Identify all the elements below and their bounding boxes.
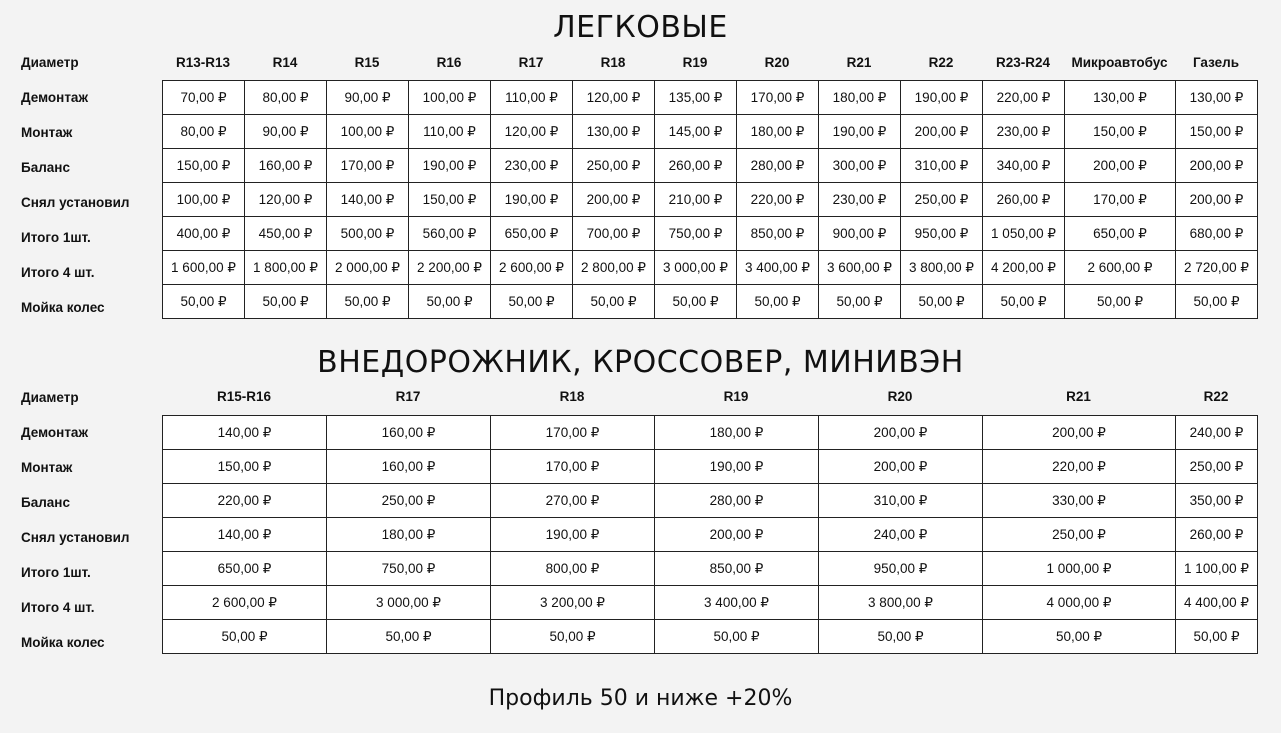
- price-cell: 3 000,00 ₽: [327, 586, 491, 620]
- row-label: Баланс: [21, 160, 70, 175]
- price-cell: 260,00 ₽: [655, 149, 737, 183]
- price-cell: 160,00 ₽: [245, 149, 327, 183]
- price-cell: 3 400,00 ₽: [655, 586, 819, 620]
- column-header: R21: [846, 55, 872, 70]
- price-cell: 200,00 ₽: [819, 450, 983, 484]
- price-cell: 450,00 ₽: [245, 217, 327, 251]
- price-cell: 560,00 ₽: [409, 217, 491, 251]
- price-cell: 250,00 ₽: [901, 183, 983, 217]
- price-cell: 240,00 ₽: [1176, 416, 1258, 450]
- price-cell: 650,00 ₽: [1065, 217, 1176, 251]
- row-label: Итого 4 шт.: [21, 600, 95, 615]
- price-cell: 120,00 ₽: [491, 115, 573, 149]
- row-label: Баланс: [21, 495, 70, 510]
- price-cell: 50,00 ₽: [327, 620, 491, 654]
- price-cell: 150,00 ₽: [1176, 115, 1258, 149]
- price-cell: 50,00 ₽: [163, 285, 245, 319]
- row-label: Демонтаж: [21, 425, 89, 440]
- section1-price-table: [162, 80, 1258, 319]
- price-cell: 100,00 ₽: [409, 81, 491, 115]
- table-row: [163, 416, 1258, 450]
- price-cell: 130,00 ₽: [1176, 81, 1258, 115]
- price-cell: 200,00 ₽: [1176, 149, 1258, 183]
- price-cell: 170,00 ₽: [491, 450, 655, 484]
- section2-diameter-label: Диаметр: [21, 390, 79, 405]
- price-cell: 3 800,00 ₽: [901, 251, 983, 285]
- table-row: [163, 251, 1258, 285]
- price-cell: 80,00 ₽: [245, 81, 327, 115]
- price-cell: 350,00 ₽: [1176, 484, 1258, 518]
- price-cell: 1 050,00 ₽: [983, 217, 1065, 251]
- price-cell: 500,00 ₽: [327, 217, 409, 251]
- table-row: [163, 183, 1258, 217]
- section1-diameter-label: Диаметр: [21, 55, 79, 70]
- row-label: Мойка колес: [21, 635, 105, 650]
- price-cell: 50,00 ₽: [1065, 285, 1176, 319]
- price-cell: 220,00 ₽: [983, 81, 1065, 115]
- price-cell: 180,00 ₽: [655, 416, 819, 450]
- price-cell: 140,00 ₽: [327, 183, 409, 217]
- price-cell: 160,00 ₽: [327, 450, 491, 484]
- price-cell: 50,00 ₽: [737, 285, 819, 319]
- price-cell: 120,00 ₽: [573, 81, 655, 115]
- price-cell: 340,00 ₽: [983, 149, 1065, 183]
- price-cell: 50,00 ₽: [983, 620, 1176, 654]
- column-header: R18: [600, 55, 626, 70]
- column-header: R19: [723, 389, 749, 404]
- price-cell: 650,00 ₽: [491, 217, 573, 251]
- price-cell: 220,00 ₽: [983, 450, 1176, 484]
- price-cell: 3 000,00 ₽: [655, 251, 737, 285]
- price-cell: 900,00 ₽: [819, 217, 901, 251]
- price-cell: 950,00 ₽: [901, 217, 983, 251]
- price-cell: 240,00 ₽: [819, 518, 983, 552]
- table-row: [163, 620, 1258, 654]
- price-cell: 850,00 ₽: [655, 552, 819, 586]
- price-cell: 230,00 ₽: [819, 183, 901, 217]
- column-header: R13-R13: [175, 55, 231, 70]
- price-cell: 50,00 ₽: [245, 285, 327, 319]
- price-cell: 4 000,00 ₽: [983, 586, 1176, 620]
- price-cell: 2 200,00 ₽: [409, 251, 491, 285]
- price-cell: 200,00 ₽: [1176, 183, 1258, 217]
- price-cell: 50,00 ₽: [901, 285, 983, 319]
- price-cell: 50,00 ₽: [1176, 620, 1258, 654]
- column-header: R14: [272, 55, 298, 70]
- price-cell: 2 600,00 ₽: [1065, 251, 1176, 285]
- price-cell: 135,00 ₽: [655, 81, 737, 115]
- price-cell: 200,00 ₽: [819, 416, 983, 450]
- price-cell: 100,00 ₽: [163, 183, 245, 217]
- column-header: Газель: [1192, 55, 1240, 70]
- table-row: [163, 81, 1258, 115]
- price-cell: 220,00 ₽: [737, 183, 819, 217]
- price-cell: 280,00 ₽: [655, 484, 819, 518]
- price-cell: 2 600,00 ₽: [163, 586, 327, 620]
- price-cell: 50,00 ₽: [491, 285, 573, 319]
- price-cell: 140,00 ₽: [163, 518, 327, 552]
- price-cell: 180,00 ₽: [737, 115, 819, 149]
- price-cell: 80,00 ₽: [163, 115, 245, 149]
- price-cell: 50,00 ₽: [327, 285, 409, 319]
- row-label: Снял установил: [21, 195, 130, 210]
- price-cell: 50,00 ₽: [163, 620, 327, 654]
- price-cell: 310,00 ₽: [819, 484, 983, 518]
- price-cell: 200,00 ₽: [655, 518, 819, 552]
- column-header: R19: [682, 55, 708, 70]
- price-cell: 750,00 ₽: [655, 217, 737, 251]
- price-cell: 120,00 ₽: [245, 183, 327, 217]
- price-cell: 680,00 ₽: [1176, 217, 1258, 251]
- price-cell: 220,00 ₽: [163, 484, 327, 518]
- price-cell: 200,00 ₽: [983, 416, 1176, 450]
- table-row: [163, 115, 1258, 149]
- row-label: Монтаж: [21, 460, 73, 475]
- price-cell: 3 800,00 ₽: [819, 586, 983, 620]
- price-cell: 145,00 ₽: [655, 115, 737, 149]
- price-cell: 50,00 ₽: [819, 285, 901, 319]
- price-cell: 130,00 ₽: [573, 115, 655, 149]
- price-cell: 3 200,00 ₽: [491, 586, 655, 620]
- column-header: R22: [1203, 389, 1229, 404]
- table-row: [163, 552, 1258, 586]
- price-cell: 90,00 ₽: [245, 115, 327, 149]
- price-cell: 150,00 ₽: [163, 450, 327, 484]
- price-cell: 130,00 ₽: [1065, 81, 1176, 115]
- price-cell: 250,00 ₽: [327, 484, 491, 518]
- price-cell: 230,00 ₽: [491, 149, 573, 183]
- price-cell: 1 000,00 ₽: [983, 552, 1176, 586]
- price-cell: 190,00 ₽: [491, 518, 655, 552]
- price-cell: 200,00 ₽: [573, 183, 655, 217]
- price-cell: 70,00 ₽: [163, 81, 245, 115]
- column-header: R21: [1066, 389, 1091, 404]
- price-cell: 270,00 ₽: [491, 484, 655, 518]
- price-cell: 2 720,00 ₽: [1176, 251, 1258, 285]
- price-cell: 1 800,00 ₽: [245, 251, 327, 285]
- price-cell: 310,00 ₽: [901, 149, 983, 183]
- price-cell: 150,00 ₽: [1065, 115, 1176, 149]
- price-cell: 2 600,00 ₽: [491, 251, 573, 285]
- row-label: Снял установил: [21, 530, 130, 545]
- price-cell: 160,00 ₽: [327, 416, 491, 450]
- column-header: Микроавтобус: [1071, 55, 1168, 70]
- price-cell: 800,00 ₽: [491, 552, 655, 586]
- price-cell: 260,00 ₽: [983, 183, 1065, 217]
- price-cell: 1 100,00 ₽: [1176, 552, 1258, 586]
- price-cell: 50,00 ₽: [655, 285, 737, 319]
- price-cell: 850,00 ₽: [737, 217, 819, 251]
- price-cell: 1 600,00 ₽: [163, 251, 245, 285]
- price-cell: 2 800,00 ₽: [573, 251, 655, 285]
- price-cell: 250,00 ₽: [983, 518, 1176, 552]
- price-cell: 50,00 ₽: [491, 620, 655, 654]
- table-row: [163, 149, 1258, 183]
- price-cell: 3 600,00 ₽: [819, 251, 901, 285]
- price-cell: 300,00 ₽: [819, 149, 901, 183]
- price-cell: 180,00 ₽: [327, 518, 491, 552]
- price-cell: 200,00 ₽: [901, 115, 983, 149]
- row-label: Мойка колес: [21, 300, 105, 315]
- table-row: [163, 450, 1258, 484]
- price-cell: 190,00 ₽: [409, 149, 491, 183]
- price-cell: 2 000,00 ₽: [327, 251, 409, 285]
- price-cell: 170,00 ₽: [737, 81, 819, 115]
- column-header: R22: [928, 55, 954, 70]
- price-cell: 400,00 ₽: [163, 217, 245, 251]
- column-header: R15: [354, 55, 380, 70]
- column-header: R23-R24: [995, 55, 1051, 70]
- price-cell: 750,00 ₽: [327, 552, 491, 586]
- price-cell: 200,00 ₽: [1065, 149, 1176, 183]
- price-cell: 4 200,00 ₽: [983, 251, 1065, 285]
- column-header: R16: [436, 55, 462, 70]
- column-header: R17: [395, 389, 421, 404]
- row-label: Итого 4 шт.: [21, 265, 95, 280]
- section2-title: ВНЕДОРОЖНИК, КРОССОВЕР, МИНИВЭН: [317, 345, 964, 380]
- price-cell: 4 400,00 ₽: [1176, 586, 1258, 620]
- price-cell: 170,00 ₽: [491, 416, 655, 450]
- price-cell: 140,00 ₽: [163, 416, 327, 450]
- price-cell: 260,00 ₽: [1176, 518, 1258, 552]
- price-cell: 110,00 ₽: [409, 115, 491, 149]
- price-cell: 50,00 ₽: [409, 285, 491, 319]
- price-cell: 170,00 ₽: [327, 149, 409, 183]
- price-cell: 230,00 ₽: [983, 115, 1065, 149]
- price-cell: 150,00 ₽: [409, 183, 491, 217]
- price-cell: 110,00 ₽: [491, 81, 573, 115]
- row-label: Итого 1шт.: [21, 565, 91, 580]
- price-cell: 250,00 ₽: [573, 149, 655, 183]
- row-label: Монтаж: [21, 125, 73, 140]
- price-cell: 190,00 ₽: [491, 183, 573, 217]
- price-cell: 180,00 ₽: [819, 81, 901, 115]
- table-row: [163, 484, 1258, 518]
- price-cell: 50,00 ₽: [573, 285, 655, 319]
- price-cell: 50,00 ₽: [819, 620, 983, 654]
- row-label: Демонтаж: [21, 90, 89, 105]
- price-cell: 3 400,00 ₽: [737, 251, 819, 285]
- price-cell: 50,00 ₽: [655, 620, 819, 654]
- section2-price-table: [162, 415, 1258, 654]
- table-row: [163, 518, 1258, 552]
- price-cell: 650,00 ₽: [163, 552, 327, 586]
- price-cell: 50,00 ₽: [1176, 285, 1258, 319]
- price-cell: 190,00 ₽: [819, 115, 901, 149]
- price-cell: 250,00 ₽: [1176, 450, 1258, 484]
- table-row: [163, 285, 1258, 319]
- footer-note: Профиль 50 и ниже +20%: [488, 686, 793, 711]
- price-cell: 190,00 ₽: [655, 450, 819, 484]
- column-header: R20: [764, 55, 790, 70]
- row-label: Итого 1шт.: [21, 230, 91, 245]
- column-header: R20: [887, 389, 913, 404]
- price-cell: 700,00 ₽: [573, 217, 655, 251]
- price-cell: 150,00 ₽: [163, 149, 245, 183]
- price-cell: 950,00 ₽: [819, 552, 983, 586]
- table-row: [163, 586, 1258, 620]
- section1-title: ЛЕГКОВЫЕ: [553, 10, 728, 45]
- table-row: [163, 217, 1258, 251]
- price-cell: 190,00 ₽: [901, 81, 983, 115]
- column-header: R15-R16: [216, 389, 272, 404]
- column-header: R17: [518, 55, 544, 70]
- price-cell: 50,00 ₽: [983, 285, 1065, 319]
- price-cell: 90,00 ₽: [327, 81, 409, 115]
- price-cell: 330,00 ₽: [983, 484, 1176, 518]
- price-cell: 210,00 ₽: [655, 183, 737, 217]
- column-header: R18: [559, 389, 585, 404]
- price-cell: 280,00 ₽: [737, 149, 819, 183]
- price-cell: 100,00 ₽: [327, 115, 409, 149]
- price-cell: 170,00 ₽: [1065, 183, 1176, 217]
